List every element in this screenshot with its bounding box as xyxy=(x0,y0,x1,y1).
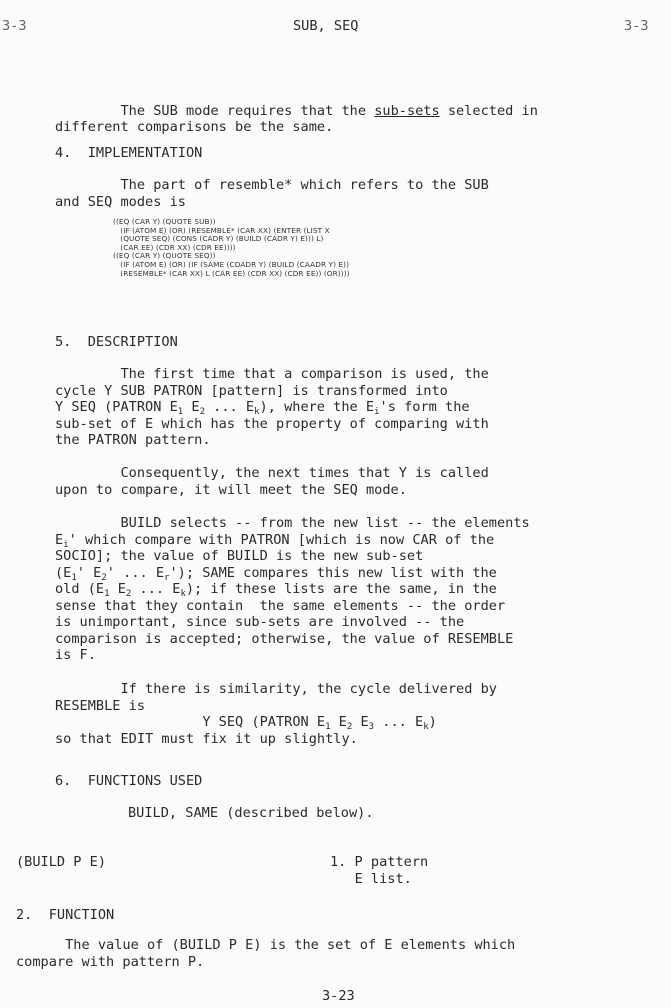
page-number: 3-23 xyxy=(322,988,355,1004)
functions-used-list: BUILD, SAME (described below). xyxy=(128,805,374,821)
code-line: ((EQ (CAR Y) (QUOTE SUB)) xyxy=(113,217,216,226)
header-page-left: 3-3 xyxy=(2,18,27,34)
code-line: ((EQ (CAR Y) (QUOTE SEQ)) xyxy=(113,251,216,261)
section-4-paragraph: The part of resemble* which refers to the SUB and SEQ modes is xyxy=(55,177,489,210)
header-page-right: 3-3 xyxy=(624,18,649,34)
description-paragraph-4: If there is similarity, the cycle delivered by RESEMBLE is Y SEQ (PATRON $E_1$ $E_2$ $E_3$ ... $E_k$) so that EDIT must fix it up slightly. xyxy=(55,681,497,747)
build-arguments: 1. P pattern E list. xyxy=(330,854,429,887)
build-function-heading: 2. FUNCTION xyxy=(16,907,115,923)
code-line: (IF (ATOM E) (OR) (IF (SAME (CDADR Y) (BUILD (CAADR Y) E)) xyxy=(113,259,350,269)
section-5-heading: 5. DESCRIPTION xyxy=(55,334,178,350)
description-paragraph-3: BUILD selects -- from the new list -- the elements $E_i'$ which compare with PATRON [which is now CAR of the SOCIO]; the value of BUILD is the new sub-set ($E_1'$ $E_2'$ ... $E_r'$); SAME compares this new list with the old ($E_1$ $E_2$ ... $E_k$); if these lists are the same, in the sense that they contain the same elements -- the order is unimportant, since sub-sets are involved -- the comparison is accepted; otherwise, the value of RESEMBLE is F. xyxy=(55,515,530,663)
section-4-heading: 4. IMPLEMENTATION xyxy=(55,145,203,161)
build-function-description: The value of (BUILD P E) is the set of E elements which compare with pattern P. xyxy=(16,937,516,970)
build-signature: (BUILD P E) xyxy=(16,854,107,870)
code-line: (IF (ATOM E) (OR) (RESEMBLE* (CAR XX) (ENTER (LIST X xyxy=(113,225,330,235)
code-line: (RESEMBLE* (CAR XX) L (CAR EE) (CDR XX) (CDR EE)) (OR)))) xyxy=(113,268,350,278)
intro-paragraph: The SUB mode requires that the sub-sets selected in different comparisons be the same. xyxy=(55,102,538,135)
description-paragraph-2: Consequently, the next times that Y is called upon to compare, it will meet the SEQ mode. xyxy=(55,465,489,498)
header-title: SUB, SEQ xyxy=(293,18,359,34)
description-paragraph-1: The first time that a comparison is used, the cycle Y SUB PATRON [pattern] is transformed into Y SEQ (PATRON $E_1$ $E_2$ ... $E_k$), where the $E_i's$ form the sub-set of E which has the property of comparing with the PATRON pattern. xyxy=(55,366,489,448)
section-6-heading: 6. FUNCTIONS USED xyxy=(55,773,203,789)
code-line: (QUOTE SEQ) (CONS (CADR Y) (BUILD (CADR Y) E))) L) xyxy=(113,234,324,244)
code-line: (CAR EE) (CDR XX) (CDR EE)))) xyxy=(113,242,236,252)
lisp-code-block xyxy=(113,218,350,278)
